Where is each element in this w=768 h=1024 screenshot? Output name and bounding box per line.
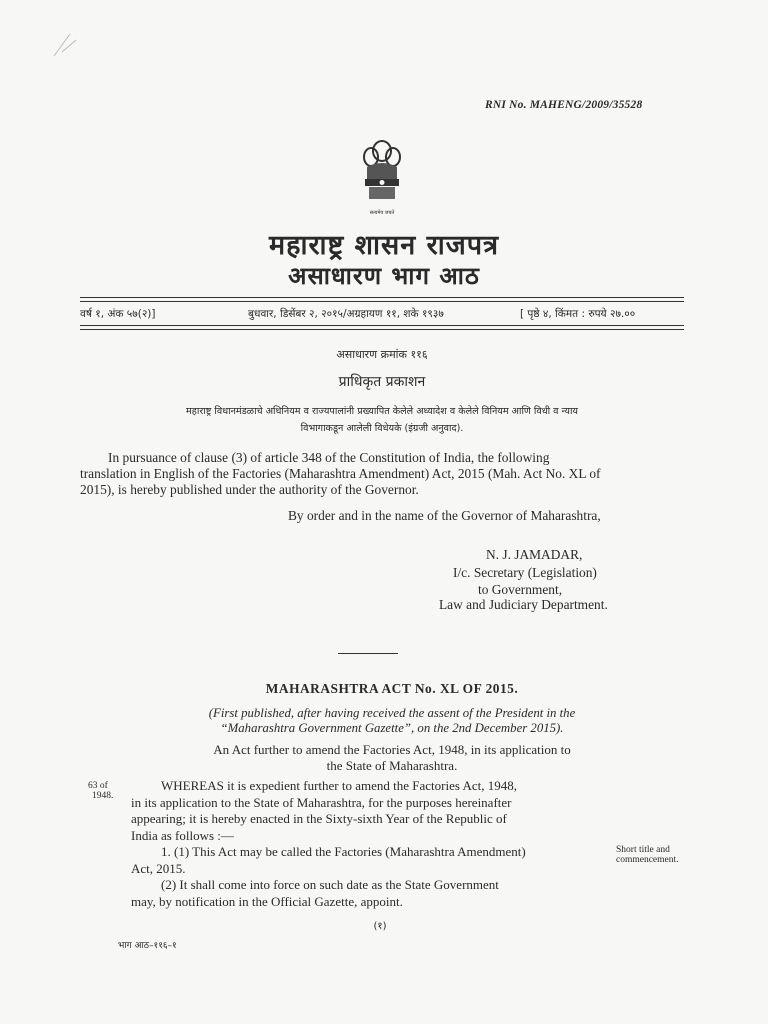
signatory-title: I/c. Secretary (Legislation) (453, 565, 597, 580)
masthead-rule-top-thin (80, 301, 684, 302)
whereas-line: India as follows :— (131, 827, 234, 843)
act-title: MAHARASHTRA ACT No. XL OF 2015. (265, 681, 519, 696)
gazette-title: महाराष्ट्र शासन राजपत्र (269, 230, 499, 261)
masthead-rule-bottom (80, 325, 684, 326)
masthead (80, 304, 684, 324)
pencil-mark (52, 30, 82, 60)
first-published-line: (First published, after having received the assent of the President in the (208, 706, 576, 720)
long-title-line: An Act further to amend the Factories Act, 1948, in its application to (213, 742, 571, 757)
separator-line (338, 653, 398, 654)
page-price: [ पृष्ठे ४, किंमत : रुपये २७.०० (520, 308, 636, 320)
emblem-motto: सत्यमेव जयते (369, 210, 395, 216)
long-title-line: the State of Maharashtra. (326, 758, 458, 773)
national-emblem-icon (357, 137, 407, 215)
margin-note-right: commencement. (616, 855, 679, 865)
subheading-line-1: महाराष्ट्र विधानमंडळाचे अधिनियम व राज्यपालांनी प्रख्यापित केलेले अध्यादेश व केलेले विनियम आणि विधी व न्याय (186, 406, 578, 417)
masthead-rule-top (80, 297, 684, 298)
extraordinary-number: असाधारण क्रमांक ११६ (336, 348, 428, 361)
first-published-line: “Maharashtra Government Gazette”, on the 2nd December 2015). (220, 721, 564, 735)
volume-number: वर्ष १, अंक ५७(२)] (80, 308, 156, 320)
margin-note-left: 1948. (92, 791, 114, 801)
intro-line: In pursuance of clause (3) of article 348 of the Constitution of India, the following (108, 450, 550, 465)
section-2-line: (2) It shall come into force on such date as the State Government (161, 877, 499, 892)
authoritative-publication: प्राधिकृत प्रकाशन (338, 374, 426, 390)
section-2-line: may, by notification in the Official Gazette, appoint. (131, 893, 403, 909)
signatory-department: Law and Judiciary Department. (439, 597, 608, 612)
whereas-line: in its application to the State of Maharashtra, for the purposes hereinafter (131, 794, 512, 810)
signatory-name: N. J. JAMADAR, (486, 547, 583, 562)
intro-line: 2015), is hereby published under the authority of the Governor. (80, 482, 419, 497)
page-number: (१) (373, 921, 387, 932)
gazette-subtitle: असाधारण भाग आठ (288, 262, 480, 290)
whereas-line: WHEREAS it is expedient further to amend the Factories Act, 1948, (161, 778, 517, 793)
margin-note-right: Short title and (616, 845, 670, 855)
footer-code: भाग आठ–११६–१ (118, 941, 177, 951)
margin-note-left: 63 of (88, 781, 108, 791)
rni-number: RNI No. MAHENG/2009/35528 (485, 99, 643, 111)
issue-date: बुधवार, डिसेंबर २, २०१५/अग्रहायण ११, शके १९३७ (248, 308, 444, 320)
intro-line: translation in English of the Factories (Maharashtra Amendment) Act, 2015 (Mah. Act No. XL of (80, 466, 601, 481)
subheading-line-2: विभागाकडून आलेली विधेयके (इंग्रजी अनुवाद). (300, 423, 464, 434)
section-1-line: Act, 2015. (131, 860, 186, 876)
signatory-title: to Government, (478, 582, 563, 597)
section-1-line: 1. (1) This Act may be called the Factories (Maharashtra Amendment) (161, 844, 526, 859)
order-line: By order and in the name of the Governor of Maharashtra, (288, 508, 601, 523)
masthead-rule-bottom-thin (80, 329, 684, 330)
whereas-line: appearing; it is hereby enacted in the Sixty-sixth Year of the Republic of (131, 811, 507, 826)
